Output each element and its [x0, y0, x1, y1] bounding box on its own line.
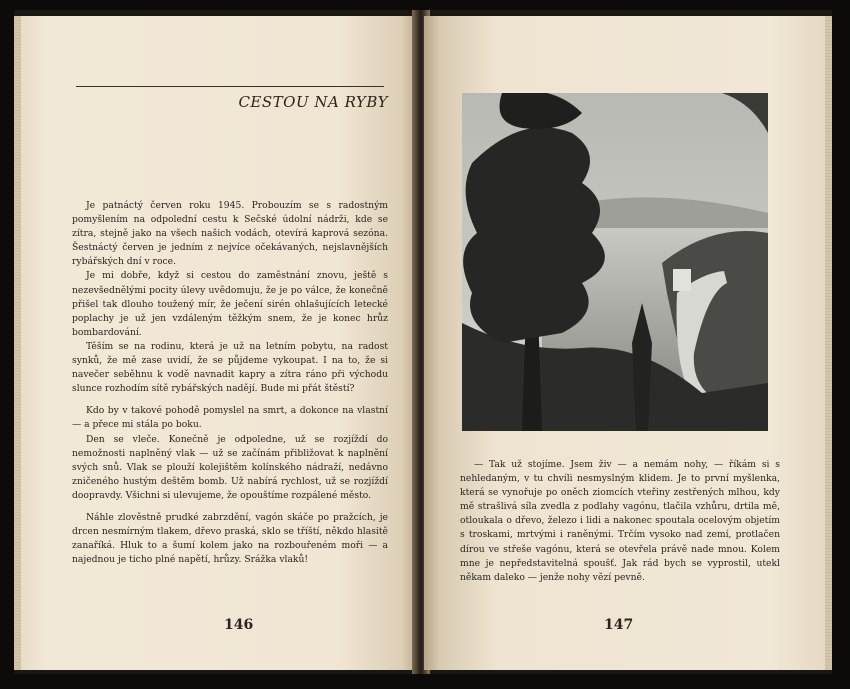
paragraph: Těším se na rodinu, která je už na letním pobytu, na radost synků, že mě zase uvidí, že se půjdeme vykoupat. I na to, že si navečer seběhnu k vodě navnadit kapry a zítra ráno při východu slunce rozhodím sítě rybářských nadějí. Bude mi přát štěstí? [72, 340, 388, 395]
page-edge-left [14, 16, 21, 670]
left-page [14, 16, 418, 670]
page-number-left: 146 [224, 617, 254, 633]
page-edge-right [825, 16, 832, 670]
paragraph: Je patnáctý červen roku 1945. Probouzím se s radostným pomyšlením na odpolední cestu k Sečské údolní nádrži, kde se zítra, stejně jako na všech našich vodách, otevírá kaprová sezóna. Šestnáctý červen je jedním z nejvíce očekávaných, nejslavnějších rybářských dní v roce. [72, 200, 388, 268]
left-page-text [72, 199, 388, 567]
landscape-photo [462, 93, 768, 431]
right-page [424, 16, 832, 670]
running-head: CESTOU NA RYBY [238, 93, 388, 111]
paragraph: Je mi dobře, když si cestou do zaměstnání znovu, ještě s nezevšednělými pocity úlevy uvědomuju, že je po válce, že konečně přišel tak dlouho toužený mír, že ječení sirén ohlašujících letecké poplachy je už jen vzdáleným těžkým snem, že je konec hrůz bombardování. [72, 270, 388, 338]
page-number-right: 147 [604, 617, 634, 633]
paragraph: Den se vleče. Konečně je odpoledne, už se rozjíždí do nemožnosti naplněný vlak — už se začínám přibližovat k naplnění svých snů. Vlak se plouží kolejištěm kolínského nádraží, nedávno zničeného hustým deštěm bomb. Už nabírá rychlost, už se rozjíždí doopravdy. Všichni si ulevujeme, že opouštíme rozpálené město. [72, 433, 388, 501]
right-page-text [460, 458, 780, 585]
reservoir-photo-illustration [462, 93, 768, 431]
paragraph: — Tak už stojíme. Jsem živ — a nemám nohy, — říkám si s nehledaným, v tu chvíli nesmyslným klidem. Je to první myšlenka, která se vynořuje po oněch ziomcích vteřiny zestřených mlhou, kdy mě strašlivá síla zvedla z podlahy vagónu, tlačila vzhůru, drtila mě, otloukala o dřevo, železo i lidi a nakonec spoutala ocelovým objetím s troskami, mrtvými i raněnými. Trčím vysoko nad zemí, protlačen dírou ve střeše vagónu, která se otevřela právě nade mnou. Kolem mne je nepředstavitelná spoušť. Jak rád bych se vyprostil, utekl někam daleko — jenže nohy vězí pevně. [460, 459, 780, 583]
paragraph: Náhle zlověstně prudké zabrzdění, vagón skáče po pražcích, je drcen nesmírným tlakem, dřevo praská, sklo se tříští, někdo hlasitě zanaříká. Hluk to a šumí kolem jako na rozbouřeném moři — a najednou je ticho plné napětí, hrůzy. Srážka vlaků! [72, 511, 388, 566]
header-rule [76, 86, 384, 87]
open-book [14, 10, 832, 674]
paragraph: Kdo by v takové pohodě pomyslel na smrt, a dokonce na vlastní — a přece mi stála po boku. [72, 405, 388, 431]
